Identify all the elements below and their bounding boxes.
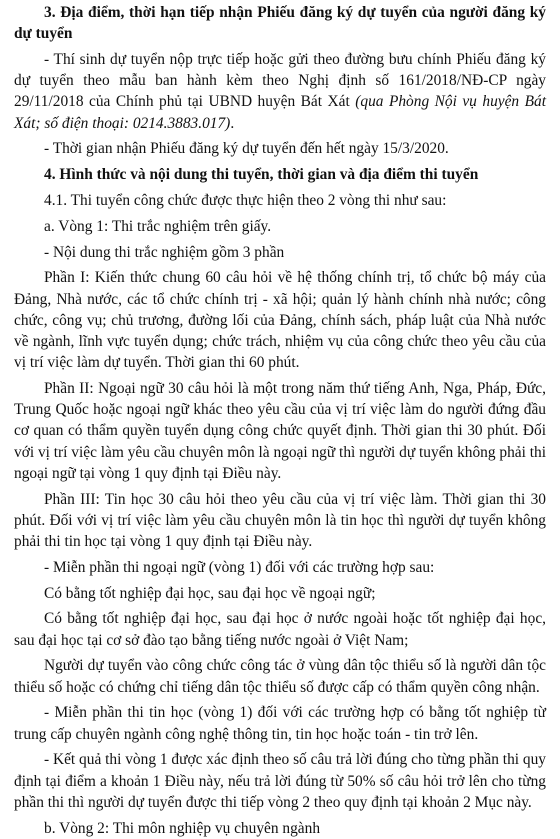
it-exemption-paragraph: - Miễn phần thi tin học (vòng 1) đối với các trường hợp có bằng tốt nghiệp từ trung cấp chuyên ngành công nghệ thông tin, tin học hoặc toán - tin trở lên. (14, 704, 546, 743)
part-1-paragraph: Phần I: Kiến thức chung 60 câu hỏi về hệ thống chính trị, tổ chức bộ máy của Đảng, Nhà nước, các tổ chức chính trị - xã hội; quản lý hành chính nhà nước; công chức, công vụ; chủ trương, đường lối của Đảng, chính sách, pháp luật của Nhà nước về ngành, lĩnh vực tuyển dụng; chức trách, nhiệm vụ của công chức theo yêu cầu của vị trí việc làm dự tuyển. Thời gian thi 60 phút. (14, 269, 546, 372)
part-3-paragraph: Phần III: Tin học 30 câu hỏi theo yêu cầu của vị trí việc làm. Thời gian thi 30 phút. Đối với vị trí việc làm yêu cầu chuyên môn là tin học thì người dự tuyển không phải thi tin học tại vòng 1 quy định tại Điều này. (14, 490, 546, 551)
round-1-heading: a. Vòng 1: Thi trắc nghiệm trên giấy. (44, 217, 272, 235)
round-2-heading: b. Vòng 2: Thi môn nghiệp vụ chuyên ngành (44, 819, 321, 837)
round-1-content-paragraph: - Nội dung thi trắc nghiệm gồm 3 phần (44, 243, 285, 261)
section-3-heading: 3. Địa điểm, thời hạn tiếp nhận Phiếu đăng ký dự tuyển của người đăng ký dự tuyển (14, 4, 546, 43)
section-3-deadline-paragraph: - Thời gian nhận Phiếu đăng ký dự tuyển đến hết ngày 15/3/2020. (44, 140, 449, 158)
language-exemption-paragraph: - Miễn phần thi ngoại ngữ (vòng 1) đối với các trường hợp sau: (44, 558, 435, 576)
section-3-submission-paragraph (14, 49, 546, 134)
section-4-heading: 4. Hình thức và nội dung thi tuyển, thời gian và địa điểm thi tuyển (44, 166, 479, 184)
submission-text: - Thí sinh dự tuyển nộp trực tiếp hoặc gửi theo đường bưu chính Phiếu đăng ký dự tuyển theo mẫu ban hành kèm theo Nghị định số 161/2018/NĐ-CP ngày 29/11/2018 của Chính phủ tại UBND huyện Bát Xát (14, 51, 546, 111)
language-exemption-case-2: Có bằng tốt nghiệp đại học, sau đại học ở nước ngoài hoặc tốt nghiệp đại học, sau đại học tại cơ sở đào tạo bằng tiếng nước ngoài ở Việt Nam; (14, 610, 546, 649)
part-2-paragraph: Phần II: Ngoại ngữ 30 câu hỏi là một trong năm thứ tiếng Anh, Nga, Pháp, Đức, Trung Quốc hoặc ngoại ngữ khác theo yêu cầu của vị trí việc làm do người đứng đầu cơ quan có thẩm quyền tuyển dụng công chức quyết định. Thời gian thi 30 phút. Đối với vị trí việc làm yêu cầu chuyên môn là ngoại ngữ thì người dự tuyển không phải thi ngoại ngữ tại vòng 1 quy định tại Điều này. (14, 380, 546, 482)
submission-period: . (230, 114, 235, 132)
language-exemption-case-3: Người dự tuyển vào công chức công tác ở vùng dân tộc thiểu số là người dân tộc thiểu số hoặc có chứng chỉ tiếng dân tộc thiểu số được cấp có thẩm quyền công nhận. (14, 657, 546, 696)
round-1-result-paragraph: - Kết quả thi vòng 1 được xác định theo số câu trả lời đúng cho từng phần thi quy định tại điểm a khoản 1 Điều này, nếu trả lời đúng từ 50% số câu hỏi trở lên cho từng phần thi thì người dự tuyển được thi tiếp vòng 2 theo quy định tại khoản 2 Mục này. (14, 751, 546, 811)
section-4-1-paragraph: 4.1. Thi tuyển công chức được thực hiện theo 2 vòng thi như sau: (44, 192, 447, 209)
language-exemption-case-1: Có bằng tốt nghiệp đại học, sau đại học về ngoại ngữ; (44, 584, 376, 602)
submission-contact-note: (qua Phòng Nội vụ huyện Bát Xát; số điện thoại: 0214.3883.017) (14, 93, 546, 132)
